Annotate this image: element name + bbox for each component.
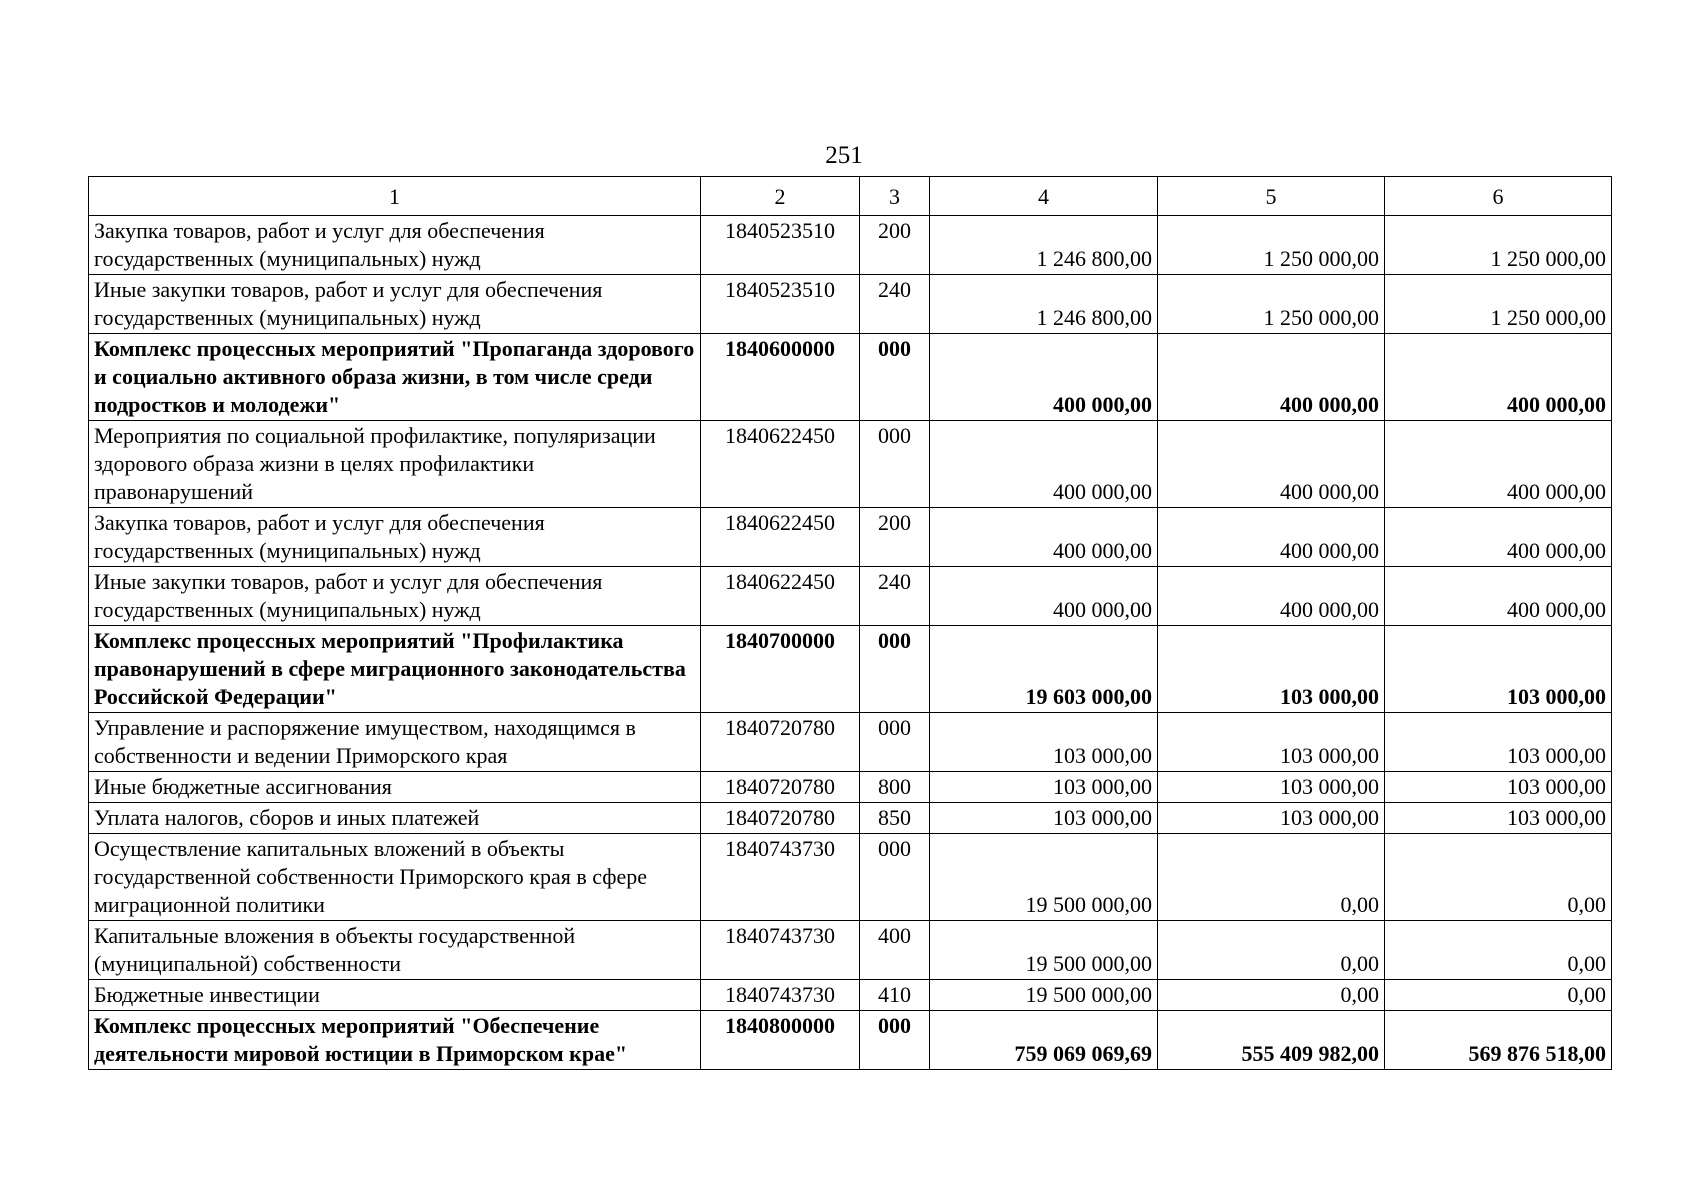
table-row: [89, 275, 1612, 334]
row-name: Мероприятия по социальной профилактике, популяризации здорового образа жизни в целях профилактики правонарушений: [89, 421, 701, 508]
row-amount-col6: 400 000,00: [1385, 508, 1612, 567]
row-target-code: 1840700000: [701, 626, 860, 713]
row-amount-col4: 19 500 000,00: [930, 921, 1158, 980]
row-name: Иные закупки товаров, работ и услуг для обеспечения государственных (муниципальных) нужд: [89, 275, 701, 334]
row-amount-col5: 1 250 000,00: [1158, 275, 1385, 334]
row-amount-col5: 1 250 000,00: [1158, 216, 1385, 275]
row-expense-type: 000: [860, 1011, 930, 1070]
row-amount-col6: 0,00: [1385, 834, 1612, 921]
column-header-4: 4: [930, 177, 1158, 216]
row-amount-col4: 1 246 800,00: [930, 275, 1158, 334]
row-name: Осуществление капитальных вложений в объекты государственной собственности Приморского края в сфере миграционной политики: [89, 834, 701, 921]
row-amount-col4: 103 000,00: [930, 713, 1158, 772]
table-row: [89, 508, 1612, 567]
row-expense-type: 240: [860, 275, 930, 334]
row-expense-type: 240: [860, 567, 930, 626]
row-target-code: 1840743730: [701, 980, 860, 1011]
column-header-6: 6: [1385, 177, 1612, 216]
row-target-code: 1840800000: [701, 1011, 860, 1070]
row-amount-col4: 19 500 000,00: [930, 980, 1158, 1011]
row-amount-col6: 400 000,00: [1385, 421, 1612, 508]
row-expense-type: 000: [860, 421, 930, 508]
table-row: [89, 834, 1612, 921]
row-amount-col4: 400 000,00: [930, 334, 1158, 421]
row-amount-col4: 103 000,00: [930, 772, 1158, 803]
row-target-code: 1840622450: [701, 421, 860, 508]
row-expense-type: 410: [860, 980, 930, 1011]
row-amount-col4: 400 000,00: [930, 567, 1158, 626]
row-amount-col4: 1 246 800,00: [930, 216, 1158, 275]
table-row: [89, 772, 1612, 803]
column-header-1: 1: [89, 177, 701, 216]
row-name: Комплекс процессных мероприятий "Обеспечение деятельности мировой юстиции в Приморском крае": [89, 1011, 701, 1070]
row-amount-col6: 1 250 000,00: [1385, 216, 1612, 275]
column-header-5: 5: [1158, 177, 1385, 216]
row-amount-col4: 19 500 000,00: [930, 834, 1158, 921]
row-amount-col6: 400 000,00: [1385, 567, 1612, 626]
table-row: [89, 421, 1612, 508]
row-amount-col6: 569 876 518,00: [1385, 1011, 1612, 1070]
row-name: Капитальные вложения в объекты государственной (муниципальной) собственности: [89, 921, 701, 980]
row-name: Закупка товаров, работ и услуг для обеспечения государственных (муниципальных) нужд: [89, 508, 701, 567]
row-amount-col5: 103 000,00: [1158, 803, 1385, 834]
row-expense-type: 000: [860, 713, 930, 772]
row-amount-col4: 103 000,00: [930, 803, 1158, 834]
row-name: Управление и распоряжение имуществом, находящимся в собственности и ведении Приморского края: [89, 713, 701, 772]
row-target-code: 1840720780: [701, 803, 860, 834]
table-row: [89, 980, 1612, 1011]
row-amount-col5: 103 000,00: [1158, 713, 1385, 772]
table-row: [89, 921, 1612, 980]
table-row-section: [89, 1011, 1612, 1070]
row-expense-type: 850: [860, 803, 930, 834]
row-expense-type: 000: [860, 334, 930, 421]
row-expense-type: 400: [860, 921, 930, 980]
column-header-2: 2: [701, 177, 860, 216]
row-amount-col6: 103 000,00: [1385, 772, 1612, 803]
row-amount-col5: 103 000,00: [1158, 626, 1385, 713]
row-amount-col5: 0,00: [1158, 921, 1385, 980]
row-expense-type: 000: [860, 834, 930, 921]
row-target-code: 1840600000: [701, 334, 860, 421]
row-target-code: 1840622450: [701, 567, 860, 626]
header-row: [89, 177, 1612, 216]
row-name: Закупка товаров, работ и услуг для обеспечения государственных (муниципальных) нужд: [89, 216, 701, 275]
table-row: [89, 567, 1612, 626]
row-name: Комплекс процессных мероприятий "Пропаганда здорового и социально активного образа жизни, в том числе среди подростков и молодежи": [89, 334, 701, 421]
row-amount-col5: 555 409 982,00: [1158, 1011, 1385, 1070]
row-target-code: 1840523510: [701, 275, 860, 334]
row-expense-type: 000: [860, 626, 930, 713]
budget-table: [88, 176, 1612, 1070]
row-name: Комплекс процессных мероприятий "Профилактика правонарушений в сфере миграционного законодательства Российской Федерации": [89, 626, 701, 713]
row-amount-col6: 103 000,00: [1385, 713, 1612, 772]
table-row: [89, 216, 1612, 275]
row-amount-col4: 19 603 000,00: [930, 626, 1158, 713]
table-row: [89, 803, 1612, 834]
row-expense-type: 800: [860, 772, 930, 803]
row-target-code: 1840622450: [701, 508, 860, 567]
column-header-3: 3: [860, 177, 930, 216]
row-target-code: 1840743730: [701, 921, 860, 980]
row-amount-col6: 400 000,00: [1385, 334, 1612, 421]
row-name: Иные бюджетные ассигнования: [89, 772, 701, 803]
row-amount-col6: 0,00: [1385, 921, 1612, 980]
row-amount-col4: 400 000,00: [930, 508, 1158, 567]
row-name: Бюджетные инвестиции: [89, 980, 701, 1011]
row-target-code: 1840523510: [701, 216, 860, 275]
row-expense-type: 200: [860, 508, 930, 567]
row-expense-type: 200: [860, 216, 930, 275]
row-amount-col5: 400 000,00: [1158, 508, 1385, 567]
row-amount-col5: 0,00: [1158, 834, 1385, 921]
table-row-section: [89, 334, 1612, 421]
table-row-section: [89, 626, 1612, 713]
row-amount-col4: 759 069 069,69: [930, 1011, 1158, 1070]
row-amount-col4: 400 000,00: [930, 421, 1158, 508]
row-target-code: 1840743730: [701, 834, 860, 921]
row-amount-col5: 400 000,00: [1158, 421, 1385, 508]
row-amount-col5: 0,00: [1158, 980, 1385, 1011]
row-amount-col6: 0,00: [1385, 980, 1612, 1011]
table-row: [89, 713, 1612, 772]
row-amount-col5: 400 000,00: [1158, 334, 1385, 421]
row-name: Иные закупки товаров, работ и услуг для обеспечения государственных (муниципальных) нужд: [89, 567, 701, 626]
page-number: 251: [825, 142, 863, 169]
row-amount-col5: 400 000,00: [1158, 567, 1385, 626]
row-amount-col5: 103 000,00: [1158, 772, 1385, 803]
row-amount-col6: 1 250 000,00: [1385, 275, 1612, 334]
row-target-code: 1840720780: [701, 713, 860, 772]
row-amount-col6: 103 000,00: [1385, 803, 1612, 834]
row-name: Уплата налогов, сборов и иных платежей: [89, 803, 701, 834]
row-target-code: 1840720780: [701, 772, 860, 803]
row-amount-col6: 103 000,00: [1385, 626, 1612, 713]
